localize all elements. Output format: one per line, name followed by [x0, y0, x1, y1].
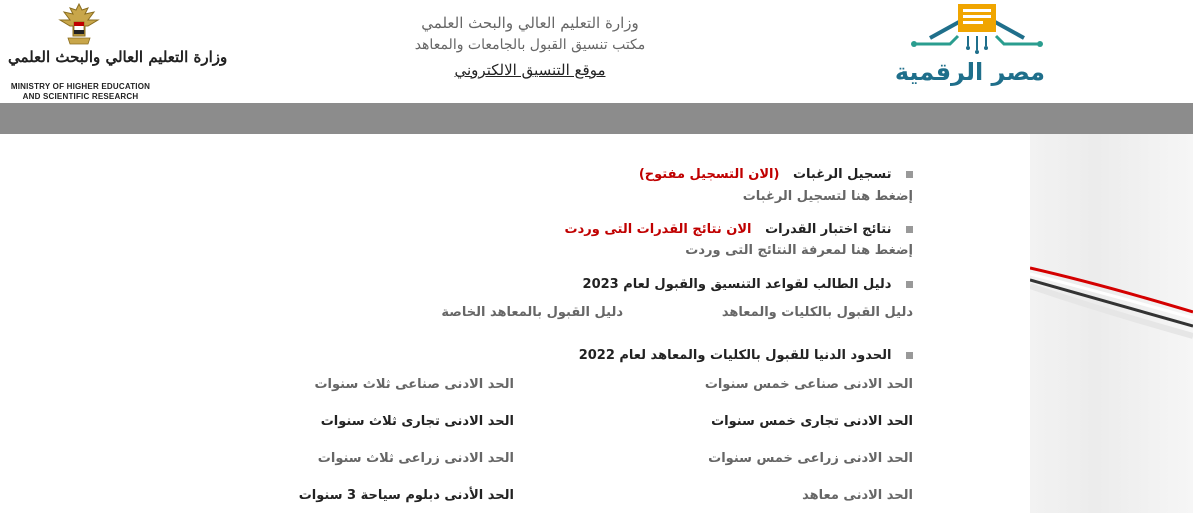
- aptitude-title: نتائج اختبار القدرات: [765, 222, 892, 237]
- min-agricultural-5[interactable]: الحد الادنى زراعى خمس سنوات: [708, 451, 913, 466]
- decorative-flag-stripes: [1030, 134, 1193, 513]
- bullet-icon: [906, 281, 913, 288]
- minimums-title: الحدود الدنيا للقبول بالكليات والمعاهد لعام 2022: [578, 348, 892, 363]
- site-link[interactable]: موقع التنسيق الالكتروني: [454, 61, 606, 79]
- digital-egypt-emblem-icon: [910, 2, 1045, 62]
- ministry-english-line2: AND SCIENTIFIC RESEARCH: [22, 92, 139, 101]
- registration-status: (الان التسجيل مفتوح): [638, 167, 780, 182]
- bullet-icon: [906, 171, 913, 178]
- registration-heading: [639, 167, 913, 182]
- min-industrial-3[interactable]: الحد الادنى صناعى ثلاث سنوات: [314, 377, 514, 392]
- ministry-title: وزارة التعليم العالي والبحث العلمي: [421, 14, 639, 32]
- office-title: مكتب تنسيق القبول بالجامعات والمعاهد: [414, 37, 646, 53]
- eagle-emblem-icon: [58, 2, 100, 46]
- bullet-icon: [906, 226, 913, 233]
- guide-title: دليل الطالب لقواعد التنسيق والقبول لعام 2023: [582, 277, 892, 292]
- registration-title: تسجيل الرغبات: [792, 167, 892, 182]
- main-content: [0, 134, 1030, 513]
- min-institutes[interactable]: الحد الادنى معاهد: [802, 488, 913, 503]
- navigation-bar: [0, 103, 1193, 134]
- min-tourism-diploma[interactable]: الحد الأدنى دبلوم سياحة 3 سنوات: [298, 488, 514, 503]
- registration-link[interactable]: إضغط هنا لتسجيل الرغبات: [742, 189, 913, 204]
- ministry-english-line1: MINISTRY OF HIGHER EDUCATION: [10, 82, 151, 91]
- guide-colleges-link[interactable]: دليل القبول بالكليات والمعاهد: [721, 305, 913, 320]
- min-commercial-3[interactable]: الحد الادنى تجارى ثلاث سنوات: [320, 414, 514, 429]
- guide-private-link[interactable]: دليل القبول بالمعاهد الخاصة: [441, 305, 623, 320]
- ministry-arabic-name: وزارة التعليم العالي والبحث العلمي: [8, 48, 228, 66]
- min-industrial-5[interactable]: الحد الادنى صناعى خمس سنوات: [704, 377, 913, 392]
- min-commercial-5[interactable]: الحد الادنى تجارى خمس سنوات: [711, 414, 913, 429]
- digital-egypt-text: مصر الرقمية: [894, 58, 1045, 86]
- aptitude-link[interactable]: إضغط هنا لمعرفة النتائج التى وردت: [685, 243, 913, 258]
- guide-heading: [583, 277, 913, 292]
- bullet-icon: [906, 352, 913, 359]
- aptitude-heading: [565, 222, 913, 237]
- aptitude-status: الان نتائج القدرات التى وردت: [564, 222, 752, 237]
- page-header: [0, 0, 1193, 103]
- ministry-logo: [8, 2, 228, 101]
- header-titles: [380, 12, 680, 84]
- minimums-heading: [579, 348, 913, 363]
- min-agricultural-3[interactable]: الحد الادنى زراعى ثلاث سنوات: [317, 451, 514, 466]
- digital-egypt-logo: [894, 2, 1045, 94]
